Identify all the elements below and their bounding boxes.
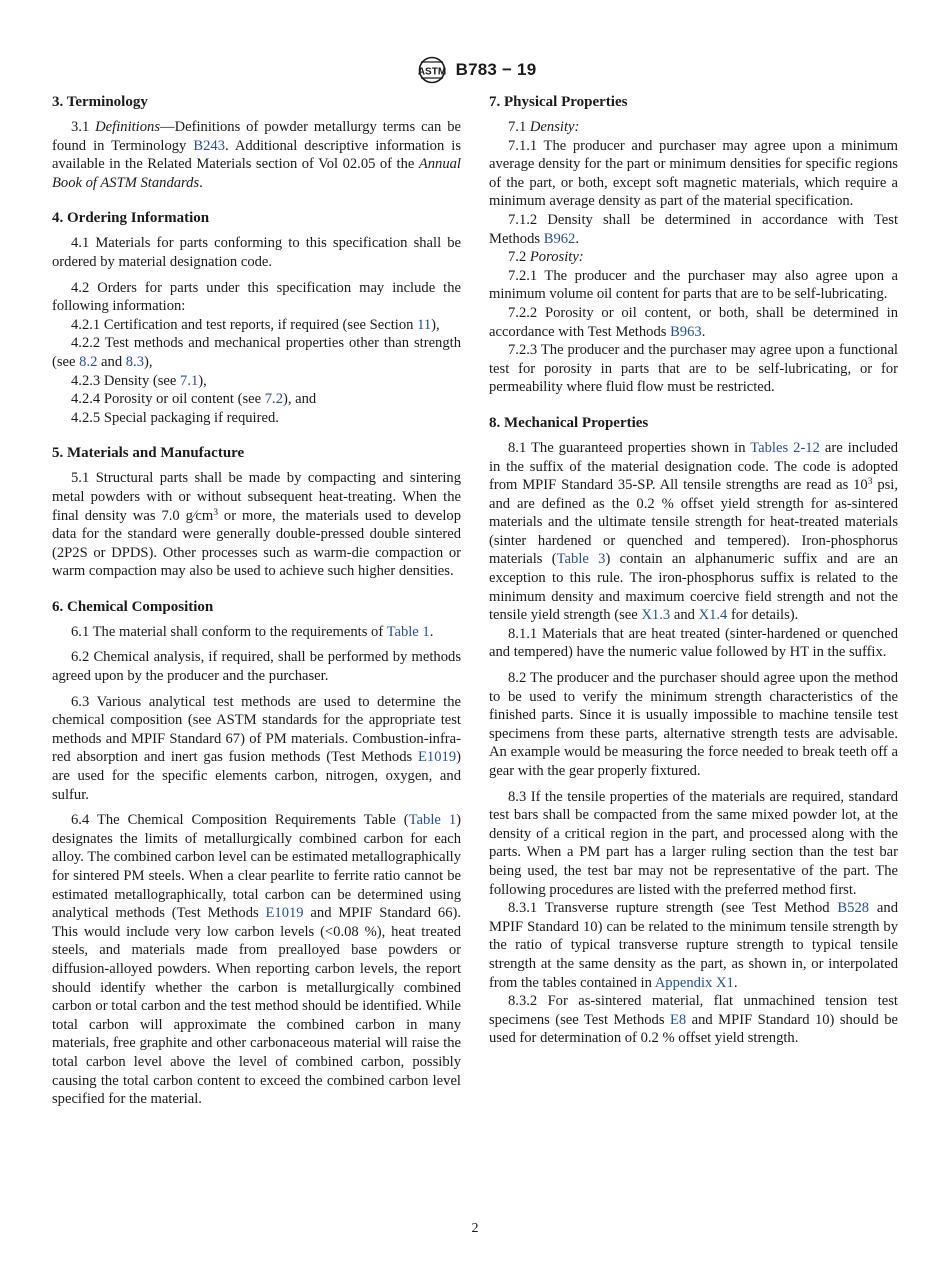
paragraph-6-1: 6.1 The material shall conform to the requirements of Table 1. bbox=[71, 623, 434, 640]
right-column bbox=[489, 93, 898, 1048]
section-heading-ordering: 4. Ordering Information bbox=[52, 210, 210, 227]
paragraph-7-1: 7.1 Density: bbox=[508, 119, 580, 135]
page-header bbox=[0, 56, 950, 84]
ref-link-table-1[interactable]: Table 1 bbox=[408, 812, 457, 829]
paragraph-4-2-2: 4.2.2 Test methods and mechanical properties other than strength (see 8.2 and 8.3), bbox=[52, 335, 461, 370]
ref-link-b528[interactable]: B528 bbox=[837, 900, 870, 917]
ref-link-b243[interactable]: B243 bbox=[193, 137, 225, 154]
paragraph-6-2: 6.2 Chemical analysis, if required, shall be performed by methods agreed upon by the producer and the purchaser. bbox=[52, 649, 461, 685]
paragraph-8-1: 8.1 The guaranteed properties shown in Tables 2-12 are included in the suffix of the material designation code. The code is adopted from MPIF Standard 35-SP. All tensile strengths are read as $10^3$ psi, and are defined as the 0.2 % offset yield strength for as-sintered materials and the ultimate tensile strength for heat-treated materials (sinter hardened or quenched and tempered). Iron-phosphorus materials (Table 3) contain an alphanumeric suffix and are an exception to this rule. The iron-phosphorus suffix is related to the minimum density and maximum coercive field strength and not the tensile yield strength (see X1.3 and X1.4 for details). bbox=[489, 439, 899, 624]
ref-link-7-1[interactable]: 7.1 bbox=[180, 372, 199, 389]
paragraph-6-4: 6.4 The Chemical Composition Requirements Table (Table 1) designates the limits of metallurgically combined carbon for each alloy. The combined carbon level can be estimated metallographically for sintered PM steels. When a clear pearlite to ferrite ratio cannot be estimated metallographically, total carbon can be determined using analytical methods (Test Methods E1019 and MPIF Standard 66). This would include very low carbon levels (<0.08 %), heat treated steels, and materials made from prealloyed base powders or diffusion-alloyed powders. When reporting carbon levels, the report should identify whether the carbon is metallurgically combined carbon or total carbon and the test method should be identified. While total carbon will approximate the combined carbon in many materials, free graphite and other carbonaceous material will raise the total carbon level above the level of combined carbon, possibly causing the total carbon content to exceed the combined carbon level specified for the material. bbox=[52, 812, 461, 1108]
ref-link-table-1[interactable]: Table 1 bbox=[386, 623, 430, 640]
ref-link-7-2[interactable]: 7.2 bbox=[264, 391, 283, 408]
paragraph-4-1: 4.1 Materials for parts conforming to this specification shall be ordered by material designation code. bbox=[52, 235, 461, 270]
ref-link-8-3[interactable]: 8.3 bbox=[125, 353, 145, 370]
section-heading-terminology: 3. Terminology bbox=[52, 94, 148, 110]
paragraph-4-2-3: 4.2.3 Density (see 7.1), bbox=[71, 372, 207, 389]
paragraph-4-2-5: 4.2.5 Special packaging if required. bbox=[71, 409, 279, 426]
ref-link-x1-4[interactable]: X1.4 bbox=[698, 607, 728, 624]
ref-link-appendix-x1[interactable]: Appendix X1 bbox=[654, 974, 734, 991]
paragraph-7-2-3: 7.2.3 The producer and the purchaser may agree upon a functional test for porosity in parts that are to be self-lubricating, or for permeability where fluid flow must be restricted. bbox=[489, 342, 898, 396]
paragraph-6-3: 6.3 Various analytical test methods are used to determine the chemical composition (see ASTM standards for the appropriate test methods and MPIF Standard 67) of PM materials. Combustion-infra-red absorption and inert gas fusion methods (Test Methods E1019) are used for the specific elements carbon, nitrogen, oxygen, and sulfur. bbox=[52, 693, 461, 803]
ref-link-b963[interactable]: B963 bbox=[670, 323, 702, 340]
ref-link-table-3[interactable]: Table 3 bbox=[556, 551, 606, 568]
paragraph-4-2: 4.2 Orders for parts under this specification may include the following information: bbox=[52, 279, 461, 315]
ref-link-x1-3[interactable]: X1.3 bbox=[641, 607, 671, 624]
paragraph-3-1: 3.1 Definitions—Definitions of powder metallurgy terms can be found in Terminology B243. Additional descriptive information is available in the Related Materials section of Vol 02.05 of the Annual Book of ASTM Standards. bbox=[52, 119, 461, 191]
paragraph-8-2: 8.2 The producer and the purchaser should agree upon the method to be used to verify the minimum strength characteristics of the finished parts. Since it is usually impossible to machine tensile test specimens from these parts, alternative strength tests are advisable. An example would be measuring the force needed to break teeth off a gear with the gear properly fixtured. bbox=[489, 670, 898, 779]
ref-link-e1019[interactable]: E1019 bbox=[418, 749, 457, 766]
section-heading-mechanical: 8. Mechanical Properties bbox=[489, 414, 649, 431]
section-heading-physical: 7. Physical Properties bbox=[489, 94, 628, 110]
paragraph-5-1: 5.1 Structural parts shall be made by compacting and sintering metal powders with or without subsequent heat-treating. When the final density was 7.0 $g⁄cm^3$ or more, the materials used to develop data for the standard were generally double-pressed double sintered (2P2S or DPDS). Other processes such as warm-die compaction or warm compaction may also be used to achieve such higher densities. bbox=[52, 470, 461, 580]
paragraph-8-1-1: 8.1.1 Materials that are heat treated (sinter-hardened or quenched and tempered) have the numeric value followed by HT in the suffix. bbox=[489, 625, 898, 661]
paragraph-4-2-1: 4.2.1 Certification and test reports, if required (see Section 11), bbox=[71, 316, 440, 333]
document-number: B783 − 19 bbox=[455, 59, 537, 79]
astm-logo-icon bbox=[414, 56, 450, 84]
paragraph-8-3-1: 8.3.1 Transverse rupture strength (see Test Method B528 and MPIF Standard 10) can be related to the minimum tensile strength by the ratio of typical transverse rupture strength to typical tensile strength at the same density as the part, as shown in, or interpolated from the tables contained in Appendix X1. bbox=[489, 900, 898, 991]
ref-link-section-11[interactable]: 11 bbox=[417, 316, 432, 333]
paragraph-7-2: 7.2 Porosity: bbox=[508, 249, 584, 266]
left-column bbox=[52, 93, 461, 1109]
section-heading-materials: 5. Materials and Manufacture bbox=[52, 445, 245, 462]
ref-link-e1019[interactable]: E1019 bbox=[265, 905, 304, 922]
svg-text:ASTM: ASTM bbox=[417, 66, 446, 78]
paragraph-7-2-2: 7.2.2 Porosity or oil content, or both, shall be determined in accordance with Test Methods B963. bbox=[489, 304, 898, 340]
paragraph-4-2-4: 4.2.4 Porosity or oil content (see 7.2), and bbox=[71, 391, 317, 408]
ref-link-tables-2-12[interactable]: Tables 2-12 bbox=[750, 439, 820, 456]
paragraph-7-1-2: 7.1.2 Density shall be determined in accordance with Test Methods B962. bbox=[489, 211, 898, 247]
page-number: 2 bbox=[471, 1221, 479, 1236]
paragraph-7-2-1: 7.2.1 The producer and the purchaser may also agree upon a minimum volume oil content for parts that are to be self-lubricating. bbox=[489, 267, 898, 303]
ref-link-b962[interactable]: B962 bbox=[543, 230, 576, 247]
paragraph-8-3-2: 8.3.2 For as-sintered material, flat unmachined tension test specimens (see Test Methods E8 and MPIF Standard 10) should be used for determination of 0.2 % offset yield strength. bbox=[489, 993, 898, 1047]
section-heading-chemical: 6. Chemical Composition bbox=[52, 598, 214, 615]
paragraph-7-1-1: 7.1.1 The producer and purchaser may agree upon a minimum average density for the part or minimum densities for specific regions of the part, or both, except soft magnetic materials, which require a minimum average density as part of the material specification. bbox=[489, 137, 898, 210]
ref-link-e8[interactable]: E8 bbox=[669, 1011, 687, 1028]
ref-link-8-2[interactable]: 8.2 bbox=[79, 353, 98, 370]
paragraph-8-3: 8.3 If the tensile properties of the materials are required, standard test bars shall be compacted from the same mixed powder lot, at the density of a critical region in the part, and processed along with the parts. When a PM part has a larger ruling section than the test bar being used, the test bar may not be representative of the part. The following procedures are listed with the preferred method first. bbox=[489, 788, 898, 898]
